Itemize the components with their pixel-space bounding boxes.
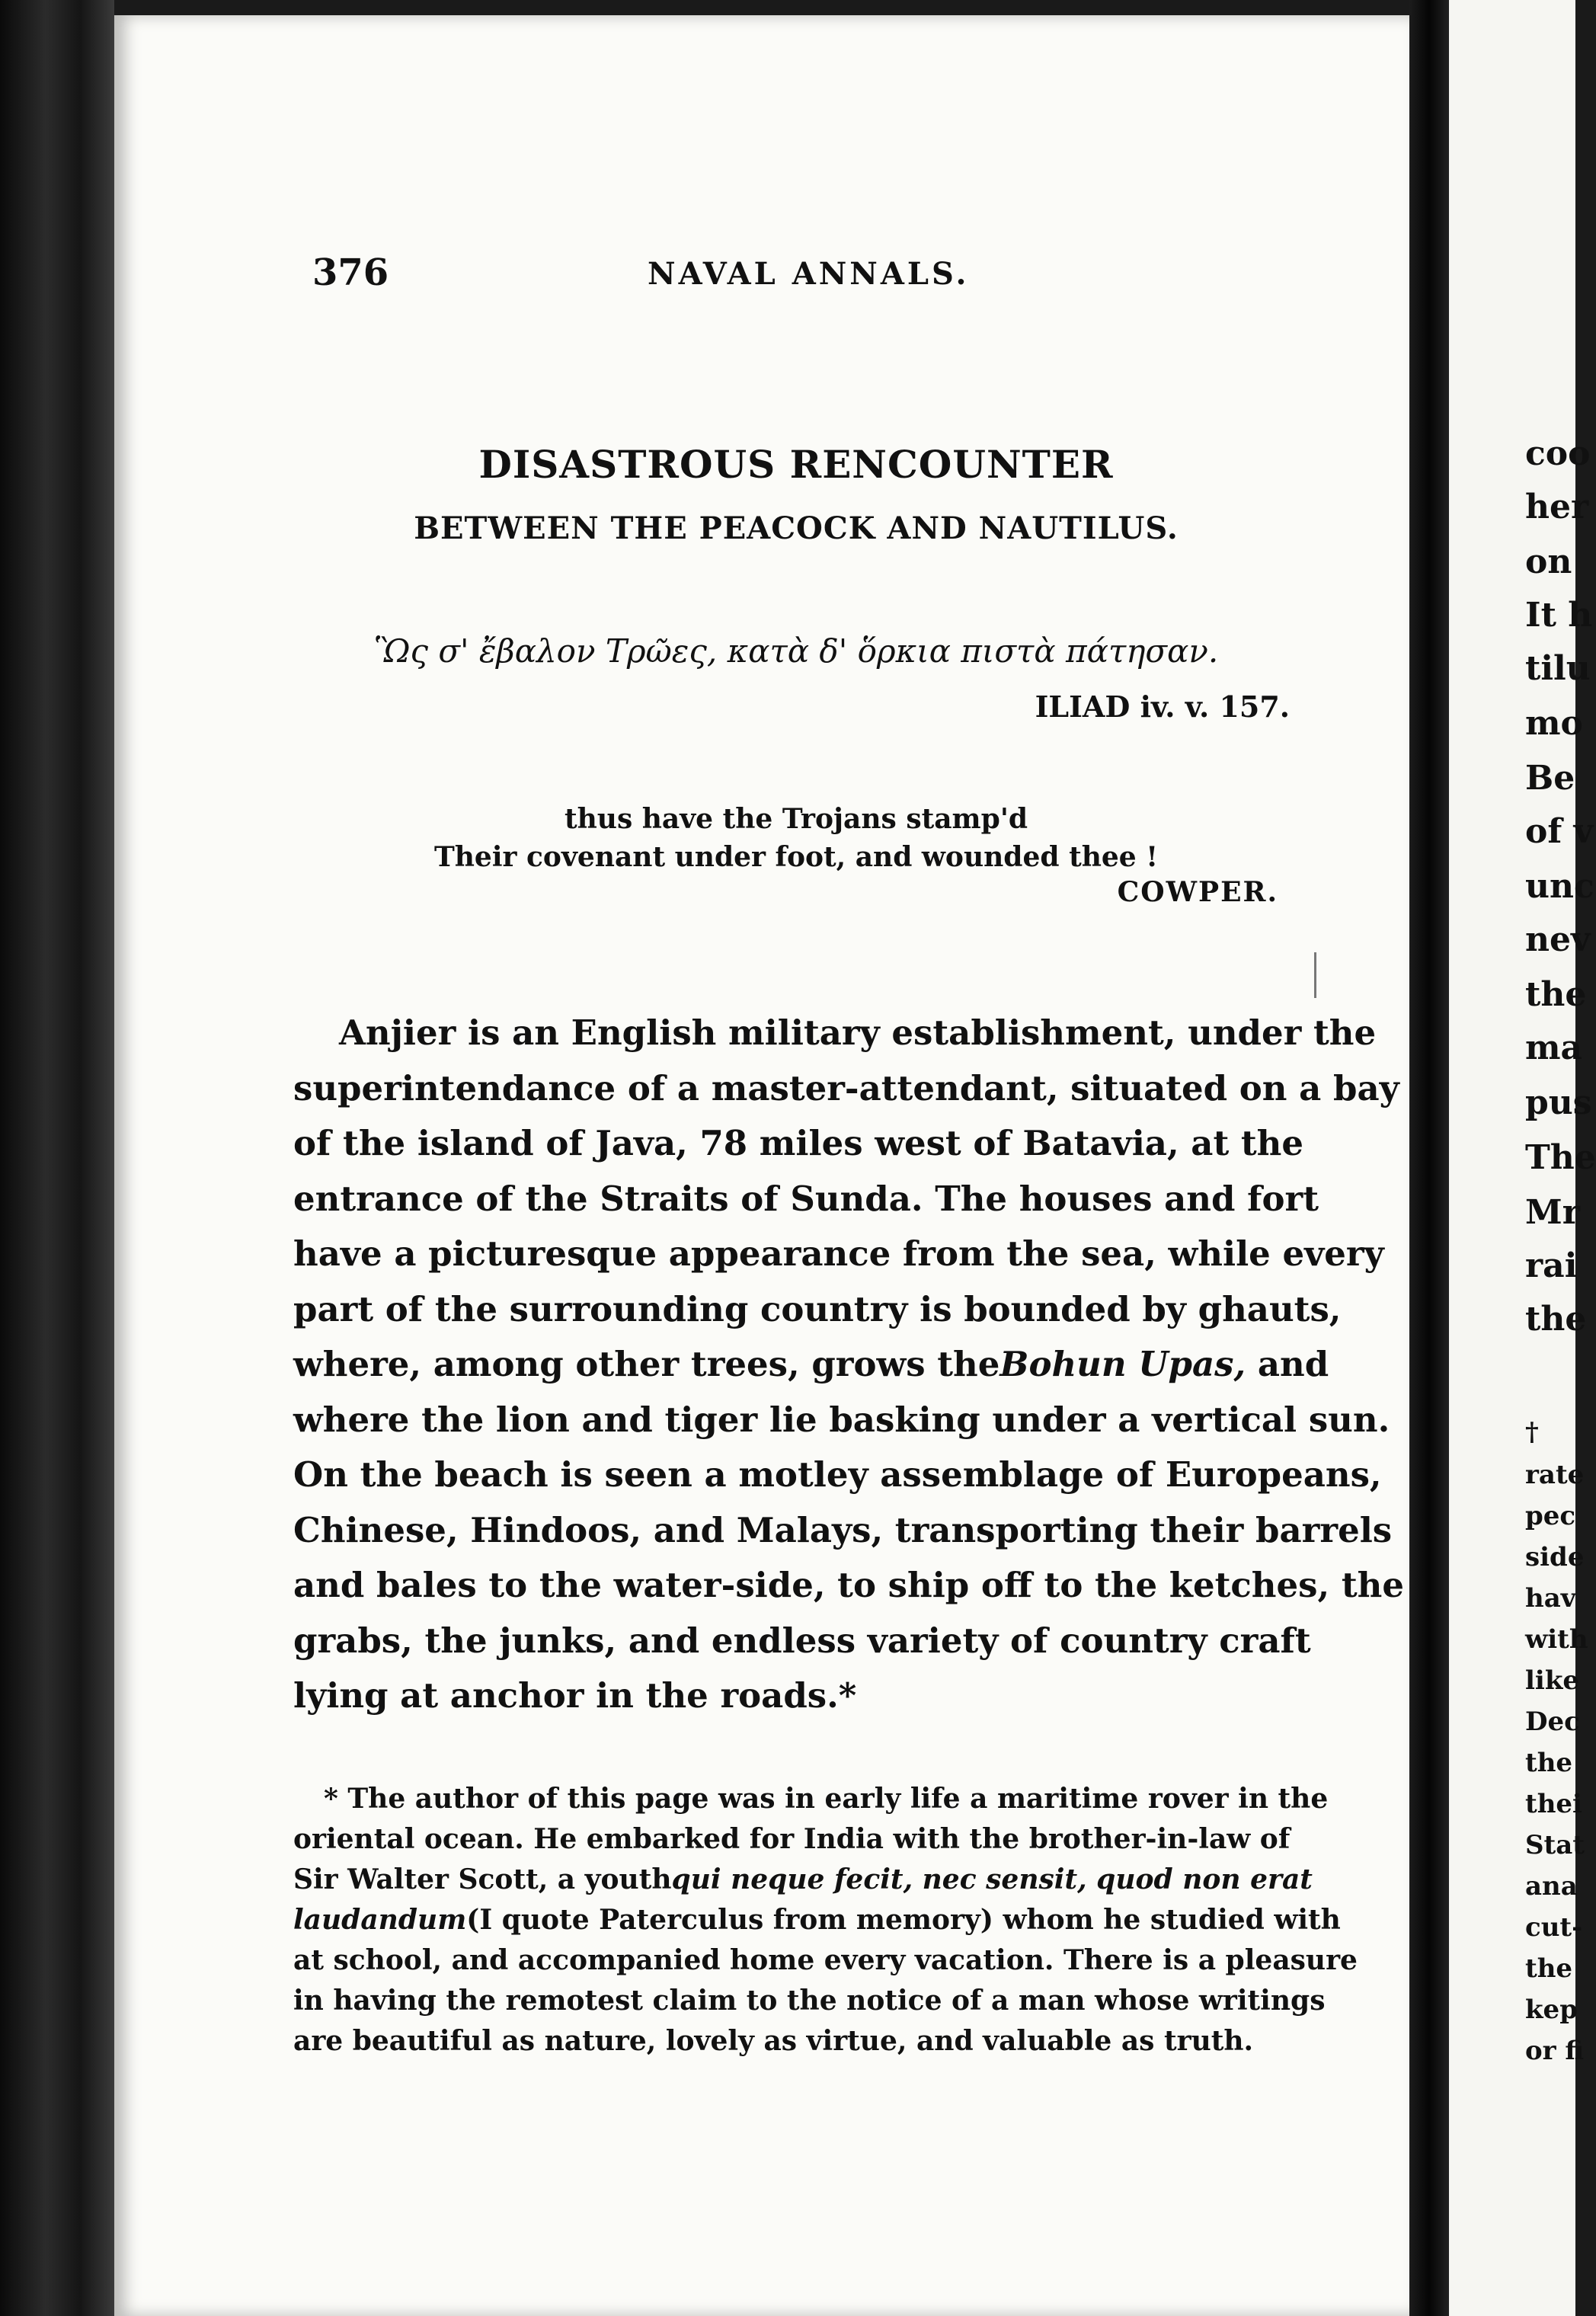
adjacent-line: of v bbox=[1525, 812, 1594, 851]
adjacent-line: tilu bbox=[1525, 649, 1591, 688]
epigraph-attribution: COWPER. bbox=[1117, 876, 1278, 908]
body-line: Anjier is an English military establishment, under the bbox=[339, 1012, 1377, 1053]
adjacent-footnote-line: or fi bbox=[1525, 2036, 1585, 2066]
footnote-line: are beautiful as nature, lovely as virtue, and valuable as truth. bbox=[293, 2025, 1254, 2057]
footnote-line: * The author of this page was in early life a maritime rover in the bbox=[324, 1783, 1329, 1815]
body-line: and bales to the water-side, to ship off to the ketches, the bbox=[293, 1565, 1404, 1605]
adjacent-footnote-line: the bbox=[1525, 1953, 1573, 1984]
adjacent-line: rai bbox=[1525, 1246, 1578, 1285]
adjacent-footnote-line: the bbox=[1525, 1748, 1573, 1778]
chapter-title: DISASTROUS RENCOUNTER bbox=[478, 442, 1114, 487]
page-header bbox=[312, 251, 1295, 297]
body-paragraph bbox=[293, 1006, 1404, 1724]
adjacent-footnote-line: thei bbox=[1525, 1789, 1582, 1819]
adjacent-footnote-line: with bbox=[1525, 1624, 1588, 1655]
adjacent-line: Be bbox=[1525, 759, 1575, 798]
footnote-line: in having the remotest claim to the notice of a man whose writings bbox=[293, 1985, 1326, 2017]
body-line: part of the surrounding country is bounded by ghauts, bbox=[293, 1288, 1342, 1329]
page-gutter bbox=[1409, 0, 1449, 2316]
body-line bbox=[293, 1337, 1329, 1393]
adjacent-line: It h bbox=[1525, 596, 1593, 635]
adjacent-footnote-line: like bbox=[1525, 1665, 1580, 1696]
body-line: entrance of the Straits of Sunda. The houses and fort bbox=[293, 1178, 1319, 1219]
footnote-text: Sir Walter Scott, a youth bbox=[293, 1863, 672, 1895]
translation-line: thus have the Trojans stamp'd bbox=[564, 803, 1028, 835]
footnote-text: (I quote Paterculus from memory) whom he studied with bbox=[466, 1904, 1341, 1936]
adjacent-line: ma bbox=[1525, 1028, 1583, 1067]
chapter-subtitle: BETWEEN THE PEACOCK AND NAUTILUS. bbox=[414, 510, 1179, 546]
footnote bbox=[293, 1779, 1358, 2062]
footnote-line: oriental ocean. He embarked for India with the brother-in-law of bbox=[293, 1823, 1291, 1855]
footnote-latin: laudandum bbox=[293, 1904, 467, 1936]
body-line: have a picturesque appearance from the sea, while every bbox=[293, 1233, 1384, 1274]
body-line: lying at anchor in the roads.* bbox=[293, 1675, 857, 1716]
adjacent-line: the bbox=[1525, 1300, 1587, 1339]
adjacent-line: mo bbox=[1525, 704, 1583, 743]
body-line-start: where, among other trees, grows the bbox=[293, 1344, 1000, 1384]
adjacent-footnote-line: Stat bbox=[1525, 1830, 1585, 1860]
adjacent-line: Mr bbox=[1525, 1193, 1580, 1232]
translation-line: Their covenant under foot, and wounded thee ! bbox=[433, 841, 1159, 873]
body-line-tail: and bbox=[1257, 1344, 1329, 1384]
body-line: On the beach is seen a motley assemblage of Europeans, bbox=[293, 1454, 1382, 1495]
epigraph-citation: ILIAD iv. v. 157. bbox=[1035, 689, 1290, 724]
body-line: grabs, the junks, and endless variety of country craft bbox=[293, 1620, 1311, 1661]
adjacent-footnote-line: † bbox=[1525, 1417, 1539, 1448]
adjacent-footnote-line: side bbox=[1525, 1542, 1585, 1572]
adjacent-footnote-line: kep bbox=[1525, 1995, 1578, 2025]
body-line: Chinese, Hindoos, and Malays, transporting their barrels bbox=[293, 1509, 1393, 1550]
adjacent-line: on bbox=[1525, 542, 1572, 581]
running-head: NAVAL ANNALS. bbox=[648, 256, 970, 292]
italic-term: Bohun Upas, bbox=[999, 1344, 1246, 1384]
adjacent-footnote-line: ana bbox=[1525, 1871, 1578, 1902]
adjacent-line: coo bbox=[1525, 434, 1591, 473]
adjacent-line: her bbox=[1525, 488, 1589, 526]
adjacent-footnote-line: pec bbox=[1525, 1501, 1576, 1531]
body-line: of the island of Java, 78 miles west of Batavia, at the bbox=[293, 1123, 1304, 1163]
binding-edge bbox=[0, 0, 114, 2316]
footnote-line bbox=[293, 1860, 1313, 1900]
epigraph-translation bbox=[305, 800, 1287, 876]
footnote-line bbox=[293, 1900, 1341, 1940]
adjacent-line: the bbox=[1525, 975, 1587, 1014]
adjacent-footnote-line: cut- bbox=[1525, 1912, 1583, 1943]
adjacent-footnote-line: Dec bbox=[1525, 1707, 1580, 1737]
scan-mark bbox=[1314, 952, 1316, 998]
adjacent-page bbox=[1449, 0, 1596, 2316]
adjacent-footnote-line: rate bbox=[1525, 1460, 1585, 1490]
adjacent-line: The bbox=[1525, 1138, 1596, 1177]
adjacent-line: pus bbox=[1525, 1083, 1592, 1122]
body-line-end bbox=[999, 1337, 1329, 1393]
page-number: 376 bbox=[312, 251, 389, 294]
footnote-line: at school, and accompanied home every vacation. There is a pleasure bbox=[293, 1944, 1358, 1976]
footnote-latin: qui neque fecit, nec sensit, quod non erat bbox=[671, 1863, 1313, 1895]
body-line: superintendance of a master-attendant, situated on a bay bbox=[293, 1067, 1399, 1108]
adjacent-line: nev bbox=[1525, 920, 1591, 959]
epigraph-greek: Ὣς σ' ἔβαλον Τρῶες, κατὰ δ' ὅρκια πιστὰ πάτησαν. bbox=[373, 632, 1219, 670]
adjacent-footnote-line: hav bbox=[1525, 1583, 1576, 1614]
adjacent-line: unc bbox=[1525, 867, 1594, 906]
body-line: where the lion and tiger lie basking under a vertical sun. bbox=[293, 1399, 1390, 1440]
